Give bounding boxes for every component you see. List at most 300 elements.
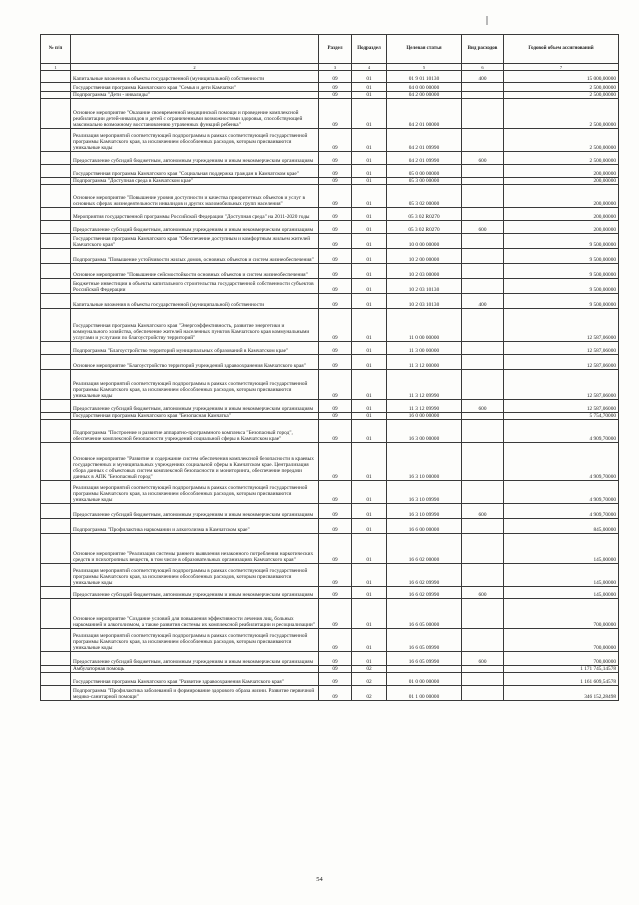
cell-name: Основное мероприятие "Благоустройство территорий учреждений здравоохранения Камчатского края" bbox=[71, 355, 319, 370]
cell-amount: 4 909,70000 bbox=[504, 481, 619, 504]
cell-vid-raskhodov bbox=[462, 420, 504, 443]
cell-name: Государственная программа Камчатского края "Развитие здравоохранения Камчатского края" bbox=[71, 673, 319, 686]
cell-vid-raskhodov: 600 bbox=[462, 652, 504, 666]
table-row bbox=[41, 686, 619, 701]
cell-amount: 200,00000 bbox=[504, 221, 619, 234]
cell-vid-raskhodov bbox=[462, 83, 504, 92]
cell-podrazdel: 01 bbox=[352, 342, 387, 355]
cell-razdel: 09 bbox=[319, 294, 352, 309]
cell-amount: 145,00000 bbox=[504, 564, 619, 587]
cell-num bbox=[41, 264, 71, 279]
cell-vid-raskhodov bbox=[462, 234, 504, 249]
cell-razdel: 09 bbox=[319, 342, 352, 355]
cell-podrazdel: 01 bbox=[352, 599, 387, 629]
cell-name: Предоставление субсидий бюджетным, автономным учреждениям и иным некоммерческим организациям bbox=[71, 652, 319, 666]
cell-name: Основное мероприятие "Создание условий для повышения эффективности лечения лиц, больных наркоманией и алкоголизмом, а также развития системы их комплексной реабилитации и ресоциализации" bbox=[71, 599, 319, 629]
cell-razdel: 09 bbox=[319, 534, 352, 564]
header-num: № п/п bbox=[41, 35, 71, 64]
cell-podrazdel: 01 bbox=[352, 294, 387, 309]
cell-vid-raskhodov: 400 bbox=[462, 71, 504, 83]
cell-name: Подпрограмма "Профилактика заболеваний и формирование здорового образа жизни. Развитие первичной медико-санитарной помощи" bbox=[71, 686, 319, 701]
cell-podrazdel: 01 bbox=[352, 99, 387, 129]
cell-podrazdel: 01 bbox=[352, 309, 387, 342]
cell-podrazdel: 01 bbox=[352, 370, 387, 400]
cell-razdel: 09 bbox=[319, 587, 352, 599]
cell-tselevaya-statya: 16 6 05 00000 bbox=[387, 599, 462, 629]
cell-podrazdel: 01 bbox=[352, 264, 387, 279]
column-number: 3 bbox=[319, 64, 352, 71]
cell-tselevaya-statya: 11 3 00 00000 bbox=[387, 342, 462, 355]
cell-num bbox=[41, 370, 71, 400]
cell-podrazdel: 01 bbox=[352, 443, 387, 481]
cell-amount: 2 500,00000 bbox=[504, 152, 619, 165]
cell-num bbox=[41, 185, 71, 208]
cell-name: Мероприятия государственной программы Российской Федерации "Доступная среда" на 2011-2020 годы bbox=[71, 208, 319, 221]
cell-tselevaya-statya: 10 2 03 10130 bbox=[387, 294, 462, 309]
table-row bbox=[41, 599, 619, 629]
cell-num bbox=[41, 355, 71, 370]
cell-razdel: 09 bbox=[319, 92, 352, 99]
cell-num bbox=[41, 208, 71, 221]
cell-amount: 5 754,70000 bbox=[504, 413, 619, 420]
table-header-row bbox=[41, 35, 619, 64]
cell-tselevaya-statya: 16 3 10 09990 bbox=[387, 481, 462, 504]
cell-podrazdel: 01 bbox=[352, 481, 387, 504]
cell-vid-raskhodov bbox=[462, 666, 504, 673]
cell-vid-raskhodov bbox=[462, 355, 504, 370]
table-row bbox=[41, 355, 619, 370]
column-number: 2 bbox=[71, 64, 319, 71]
cell-razdel: 09 bbox=[319, 178, 352, 185]
table-row bbox=[41, 185, 619, 208]
cell-tselevaya-statya: 04 2 01 09990 bbox=[387, 152, 462, 165]
cell-vid-raskhodov bbox=[462, 309, 504, 342]
cell-razdel: 09 bbox=[319, 481, 352, 504]
cell-razdel: 09 bbox=[319, 370, 352, 400]
table-row bbox=[41, 534, 619, 564]
cell-podrazdel: 01 bbox=[352, 534, 387, 564]
cell-podrazdel: 01 bbox=[352, 519, 387, 534]
cell-razdel: 09 bbox=[319, 673, 352, 686]
cell-tselevaya-statya: 05 3 02 R0270 bbox=[387, 221, 462, 234]
table-row bbox=[41, 666, 619, 673]
cell-amount: 12 587,06000 bbox=[504, 370, 619, 400]
cell-podrazdel: 01 bbox=[352, 165, 387, 178]
cell-name: Реализация мероприятий соответствующей подпрограммы в рамках соответствующей государственной программы Камчатского края, за исключением обособленных расходов, которым присваиваются уникальные коды bbox=[71, 370, 319, 400]
cell-podrazdel: 01 bbox=[352, 129, 387, 152]
table-row bbox=[41, 165, 619, 178]
cell-num bbox=[41, 652, 71, 666]
cell-razdel: 09 bbox=[319, 519, 352, 534]
cell-vid-raskhodov: 600 bbox=[462, 221, 504, 234]
cell-razdel: 09 bbox=[319, 686, 352, 701]
cell-podrazdel: 01 bbox=[352, 652, 387, 666]
cell-name: Основное мероприятие "Реализация системы раннего выявления незаконного потребления наркотических средств и психотропных веществ, в том числе в образовательных организациях Камчатского края" bbox=[71, 534, 319, 564]
column-number: 1 bbox=[41, 64, 71, 71]
cell-razdel: 09 bbox=[319, 264, 352, 279]
cell-tselevaya-statya: 05 3 02 R0270 bbox=[387, 208, 462, 221]
cell-name: Государственная программа Камчатского края "Семья и дети Камчатки" bbox=[71, 83, 319, 92]
cell-tselevaya-statya: 04 0 00 00000 bbox=[387, 83, 462, 92]
cell-amount: 145,00000 bbox=[504, 534, 619, 564]
cell-tselevaya-statya: 04 2 01 00000 bbox=[387, 99, 462, 129]
cell-vid-raskhodov bbox=[462, 443, 504, 481]
cell-tselevaya-statya: 01 0 00 00000 bbox=[387, 673, 462, 686]
cell-num bbox=[41, 165, 71, 178]
cell-podrazdel: 01 bbox=[352, 355, 387, 370]
cell-num bbox=[41, 92, 71, 99]
table-row bbox=[41, 443, 619, 481]
header-vid-raskhodov: Вид расходов bbox=[462, 35, 504, 64]
cell-name: Реализация мероприятий соответствующей подпрограммы в рамках соответствующей государственной программы Камчатского края, за исключением обособленных расходов, которым присваиваются уникальные коды bbox=[71, 629, 319, 652]
cell-tselevaya-statya: 10 2 03 10130 bbox=[387, 279, 462, 294]
cell-podrazdel: 01 bbox=[352, 420, 387, 443]
cell-amount: 2 500,00000 bbox=[504, 129, 619, 152]
column-number: 6 bbox=[462, 64, 504, 71]
cell-tselevaya-statya: 16 6 02 00000 bbox=[387, 534, 462, 564]
cell-vid-raskhodov bbox=[462, 264, 504, 279]
cell-podrazdel: 01 bbox=[352, 629, 387, 652]
cell-num bbox=[41, 666, 71, 673]
cell-podrazdel: 02 bbox=[352, 666, 387, 673]
cell-tselevaya-statya: 04 2 00 00000 bbox=[387, 92, 462, 99]
cell-podrazdel: 01 bbox=[352, 504, 387, 519]
page-number: 54 bbox=[316, 876, 323, 883]
cell-amount: 845,00000 bbox=[504, 519, 619, 534]
cell-name: Подпрограмма "Дети - инвалиды" bbox=[71, 92, 319, 99]
cell-vid-raskhodov: 400 bbox=[462, 294, 504, 309]
cell-razdel: 09 bbox=[319, 443, 352, 481]
scan-mark bbox=[486, 16, 488, 25]
column-number: 4 bbox=[352, 64, 387, 71]
table-row bbox=[41, 249, 619, 264]
cell-razdel: 09 bbox=[319, 234, 352, 249]
cell-name: Реализация мероприятий соответствующей подпрограммы в рамках соответствующей государственной программы Камчатского края, за исключением обособленных расходов, которым присваиваются уникальные коды bbox=[71, 564, 319, 587]
cell-num bbox=[41, 279, 71, 294]
cell-name: Подпрограмма "Построение и развитие аппаратно-программного комплекса "Безопасный город", обеспечение комплексной безопасности учреждений социальной сферы в Камчатском крае" bbox=[71, 420, 319, 443]
cell-name: Предоставление субсидий бюджетным, автономным учреждениям и иным некоммерческим организациям bbox=[71, 400, 319, 413]
cell-amount: 145,00000 bbox=[504, 587, 619, 599]
cell-tselevaya-statya: 16 6 02 09990 bbox=[387, 564, 462, 587]
cell-vid-raskhodov bbox=[462, 342, 504, 355]
cell-num bbox=[41, 443, 71, 481]
table-row bbox=[41, 309, 619, 342]
table-row bbox=[41, 71, 619, 83]
cell-podrazdel: 01 bbox=[352, 71, 387, 83]
cell-num bbox=[41, 673, 71, 686]
table-row bbox=[41, 652, 619, 666]
cell-amount: 12 587,06000 bbox=[504, 400, 619, 413]
cell-podrazdel: 01 bbox=[352, 279, 387, 294]
cell-amount: 346 152,28498 bbox=[504, 686, 619, 701]
cell-amount: 9 500,00000 bbox=[504, 279, 619, 294]
cell-vid-raskhodov bbox=[462, 165, 504, 178]
budget-table bbox=[40, 34, 619, 701]
cell-vid-raskhodov bbox=[462, 279, 504, 294]
cell-name: Капитальные вложения в объекты государственной (муниципальной) собственности bbox=[71, 294, 319, 309]
cell-name: Реализация мероприятий соответствующей подпрограммы в рамках соответствующей государственной программы Камчатского края, за исключением обособленных расходов, которым присваиваются уникальные коды bbox=[71, 129, 319, 152]
cell-vid-raskhodov: 600 bbox=[462, 152, 504, 165]
cell-vid-raskhodov bbox=[462, 519, 504, 534]
cell-amount: 9 500,00000 bbox=[504, 264, 619, 279]
table-row bbox=[41, 504, 619, 519]
cell-amount: 700,00000 bbox=[504, 629, 619, 652]
table-row bbox=[41, 99, 619, 129]
cell-vid-raskhodov bbox=[462, 178, 504, 185]
cell-vid-raskhodov bbox=[462, 481, 504, 504]
cell-num bbox=[41, 629, 71, 652]
cell-num bbox=[41, 504, 71, 519]
table-row bbox=[41, 279, 619, 294]
table-row bbox=[41, 629, 619, 652]
cell-podrazdel: 01 bbox=[352, 564, 387, 587]
cell-razdel: 09 bbox=[319, 279, 352, 294]
cell-tselevaya-statya: 16 6 05 09990 bbox=[387, 629, 462, 652]
cell-name: Подпрограмма "Доступная среда в Камчатском крае" bbox=[71, 178, 319, 185]
cell-num bbox=[41, 587, 71, 599]
cell-name: Бюджетные инвестиции в объекты капитального строительства государственной собственности субъектов Российской Федерации bbox=[71, 279, 319, 294]
cell-num bbox=[41, 599, 71, 629]
cell-tselevaya-statya: 11 3 12 00000 bbox=[387, 355, 462, 370]
cell-num bbox=[41, 221, 71, 234]
cell-razdel: 09 bbox=[319, 400, 352, 413]
cell-num bbox=[41, 400, 71, 413]
cell-num bbox=[41, 519, 71, 534]
cell-razdel: 09 bbox=[319, 152, 352, 165]
cell-num bbox=[41, 420, 71, 443]
column-number-row bbox=[41, 64, 619, 71]
table-row bbox=[41, 342, 619, 355]
cell-num bbox=[41, 99, 71, 129]
cell-name: Реализация мероприятий соответствующей подпрограммы в рамках соответствующей государственной программы Камчатского края, за исключением обособленных расходов, которым присваиваются уникальные коды bbox=[71, 481, 319, 504]
cell-amount: 4 909,70000 bbox=[504, 420, 619, 443]
cell-amount: 200,00000 bbox=[504, 165, 619, 178]
header-podrazdel: Подраздел bbox=[352, 35, 387, 64]
cell-razdel: 09 bbox=[319, 208, 352, 221]
cell-amount: 700,00000 bbox=[504, 652, 619, 666]
cell-razdel: 09 bbox=[319, 420, 352, 443]
cell-amount: 200,00000 bbox=[504, 185, 619, 208]
cell-razdel: 09 bbox=[319, 599, 352, 629]
cell-vid-raskhodov bbox=[462, 370, 504, 400]
table-body bbox=[41, 71, 619, 701]
cell-podrazdel: 01 bbox=[352, 400, 387, 413]
table-row bbox=[41, 178, 619, 185]
cell-podrazdel: 01 bbox=[352, 208, 387, 221]
cell-amount: 12 587,06000 bbox=[504, 342, 619, 355]
cell-num bbox=[41, 83, 71, 92]
table-row bbox=[41, 564, 619, 587]
cell-tselevaya-statya: 10 2 00 00000 bbox=[387, 249, 462, 264]
cell-tselevaya-statya: 16 3 10 09990 bbox=[387, 504, 462, 519]
table-row bbox=[41, 83, 619, 92]
cell-tselevaya-statya: 16 6 02 09990 bbox=[387, 587, 462, 599]
cell-tselevaya-statya: 10 0 00 00000 bbox=[387, 234, 462, 249]
cell-num bbox=[41, 152, 71, 165]
cell-vid-raskhodov bbox=[462, 208, 504, 221]
cell-vid-raskhodov bbox=[462, 564, 504, 587]
cell-name: Предоставление субсидий бюджетным, автономным учреждениям и иным некоммерческим организациям bbox=[71, 504, 319, 519]
cell-vid-raskhodov: 600 bbox=[462, 587, 504, 599]
cell-vid-raskhodov: 600 bbox=[462, 504, 504, 519]
cell-razdel: 09 bbox=[319, 629, 352, 652]
cell-tselevaya-statya: 16 3 00 00000 bbox=[387, 420, 462, 443]
cell-razdel: 09 bbox=[319, 666, 352, 673]
cell-razdel: 09 bbox=[319, 504, 352, 519]
cell-razdel: 09 bbox=[319, 129, 352, 152]
cell-podrazdel: 01 bbox=[352, 83, 387, 92]
cell-podrazdel: 01 bbox=[352, 249, 387, 264]
cell-tselevaya-statya: 11 3 12 09990 bbox=[387, 400, 462, 413]
cell-podrazdel: 01 bbox=[352, 152, 387, 165]
cell-amount: 9 500,00000 bbox=[504, 249, 619, 264]
cell-razdel: 09 bbox=[319, 355, 352, 370]
table-row bbox=[41, 400, 619, 413]
cell-razdel: 09 bbox=[319, 99, 352, 129]
cell-name: Подпрограмма "Благоустройство территорий муниципальных образований в Камчатском крае" bbox=[71, 342, 319, 355]
cell-num bbox=[41, 71, 71, 83]
header-amount: Годовой объем ассигнований bbox=[504, 35, 619, 64]
cell-num bbox=[41, 234, 71, 249]
cell-podrazdel: 01 bbox=[352, 178, 387, 185]
cell-tselevaya-statya: 01 1 00 00000 bbox=[387, 686, 462, 701]
cell-tselevaya-statya: 16 3 10 00000 bbox=[387, 443, 462, 481]
cell-vid-raskhodov bbox=[462, 99, 504, 129]
header-razdel: Раздел bbox=[319, 35, 352, 64]
cell-razdel: 09 bbox=[319, 564, 352, 587]
cell-vid-raskhodov: 600 bbox=[462, 400, 504, 413]
column-number: 7 bbox=[504, 64, 619, 71]
cell-amount: 9 500,00000 bbox=[504, 234, 619, 249]
cell-name: Предоставление субсидий бюджетным, автономным учреждениям и иным некоммерческим организациям bbox=[71, 221, 319, 234]
cell-name: Капитальные вложения в объекты государственной (муниципальной) собственности bbox=[71, 71, 319, 83]
cell-amount: 12 587,06000 bbox=[504, 355, 619, 370]
cell-name: Основное мероприятие "Повышение уровня доступности и качества приоритетных объектов и услуг в основных сферах жизнедеятельности инвалидов и других маломобильных групп населения" bbox=[71, 185, 319, 208]
cell-vid-raskhodov bbox=[462, 686, 504, 701]
cell-razdel: 09 bbox=[319, 221, 352, 234]
cell-amount: 9 500,00000 bbox=[504, 294, 619, 309]
table-row bbox=[41, 234, 619, 249]
cell-tselevaya-statya: 16 0 00 00000 bbox=[387, 413, 462, 420]
cell-razdel: 09 bbox=[319, 652, 352, 666]
cell-podrazdel: 01 bbox=[352, 221, 387, 234]
table-row bbox=[41, 481, 619, 504]
table-row bbox=[41, 221, 619, 234]
column-number: 5 bbox=[387, 64, 462, 71]
cell-vid-raskhodov bbox=[462, 629, 504, 652]
cell-vid-raskhodov bbox=[462, 129, 504, 152]
cell-tselevaya-statya bbox=[387, 666, 462, 673]
cell-amount: 700,00000 bbox=[504, 599, 619, 629]
cell-name: Подпрограмма "Профилактика наркомании и алкоголизма в Камчатском крае" bbox=[71, 519, 319, 534]
cell-razdel: 09 bbox=[319, 309, 352, 342]
cell-num bbox=[41, 178, 71, 185]
cell-podrazdel: 01 bbox=[352, 413, 387, 420]
cell-name: Предоставление субсидий бюджетным, автономным учреждениям и иным некоммерческим организациям bbox=[71, 152, 319, 165]
cell-podrazdel: 02 bbox=[352, 673, 387, 686]
header-name bbox=[71, 35, 319, 64]
cell-amount: 1 161 609,54578 bbox=[504, 673, 619, 686]
cell-podrazdel: 01 bbox=[352, 185, 387, 208]
cell-amount: 1 171 745,14578 bbox=[504, 666, 619, 673]
table-row bbox=[41, 264, 619, 279]
cell-vid-raskhodov bbox=[462, 249, 504, 264]
cell-name: Основное мероприятие "Оказание своевременной медицинской помощи и проведение комплексной реабилитации детей-инвалидов и детей с ограниченными возможностями здоровья, способствующей максимально возможному восстановлению утраченных функций ребенка" bbox=[71, 99, 319, 129]
cell-tselevaya-statya: 01 9 01 10130 bbox=[387, 71, 462, 83]
table-row bbox=[41, 673, 619, 686]
cell-amount: 15 000,00000 bbox=[504, 71, 619, 83]
cell-name: Подпрограмма "Повышение устойчивости жилых домов, основных объектов и систем жизнеобеспечения" bbox=[71, 249, 319, 264]
cell-tselevaya-statya: 05 3 02 00000 bbox=[387, 185, 462, 208]
table-row bbox=[41, 420, 619, 443]
cell-name: Государственная программа Камчатского края "Безопасная Камчатка" bbox=[71, 413, 319, 420]
table-row bbox=[41, 92, 619, 99]
cell-razdel: 09 bbox=[319, 249, 352, 264]
cell-num bbox=[41, 129, 71, 152]
cell-amount: 200,00000 bbox=[504, 178, 619, 185]
cell-razdel: 09 bbox=[319, 413, 352, 420]
cell-name: Основное мероприятие "Повышение сейсмостойкости основных объектов и систем жизнеобеспечения" bbox=[71, 264, 319, 279]
table-row bbox=[41, 370, 619, 400]
cell-vid-raskhodov bbox=[462, 599, 504, 629]
cell-tselevaya-statya: 10 2 03 00000 bbox=[387, 264, 462, 279]
cell-tselevaya-statya: 16 6 00 00000 bbox=[387, 519, 462, 534]
cell-tselevaya-statya: 16 6 05 09990 bbox=[387, 652, 462, 666]
cell-amount: 200,00000 bbox=[504, 208, 619, 221]
cell-num bbox=[41, 564, 71, 587]
cell-tselevaya-statya: 04 2 01 09990 bbox=[387, 129, 462, 152]
table-row bbox=[41, 152, 619, 165]
cell-vid-raskhodov bbox=[462, 413, 504, 420]
cell-num bbox=[41, 413, 71, 420]
cell-amount: 4 909,70000 bbox=[504, 504, 619, 519]
cell-name: Основное мероприятие "Развитие и содержание систем обеспечения комплексной безопасности в краевых государственных и муниципальных учреждениях социальной сферы в Камчатском крае. Централизация сбора данных с объектовых систем комплексной безопасности и мониторинга, обеспечение передачи данных в АПК "Безопасный город" bbox=[71, 443, 319, 481]
cell-amount: 4 909,70000 bbox=[504, 443, 619, 481]
cell-num bbox=[41, 534, 71, 564]
cell-num bbox=[41, 481, 71, 504]
table-row bbox=[41, 129, 619, 152]
cell-name: Амбулаторная помощь bbox=[71, 666, 319, 673]
table-row bbox=[41, 519, 619, 534]
table-row bbox=[41, 294, 619, 309]
table-row bbox=[41, 413, 619, 420]
cell-num bbox=[41, 294, 71, 309]
cell-podrazdel: 01 bbox=[352, 234, 387, 249]
header-tselevaya-statya: Целевая статья bbox=[387, 35, 462, 64]
cell-tselevaya-statya: 11 3 12 09990 bbox=[387, 370, 462, 400]
cell-razdel: 09 bbox=[319, 83, 352, 92]
cell-num bbox=[41, 342, 71, 355]
table-row bbox=[41, 587, 619, 599]
cell-amount: 2 500,00000 bbox=[504, 83, 619, 92]
cell-num bbox=[41, 309, 71, 342]
cell-razdel: 09 bbox=[319, 165, 352, 178]
cell-num bbox=[41, 249, 71, 264]
cell-vid-raskhodov bbox=[462, 673, 504, 686]
cell-num bbox=[41, 686, 71, 701]
cell-amount: 2 500,00000 bbox=[504, 99, 619, 129]
cell-name: Государственная программа Камчатского края "Обеспечение доступным и комфортным жильем жителей Камчатского края" bbox=[71, 234, 319, 249]
cell-tselevaya-statya: 11 0 00 00000 bbox=[387, 309, 462, 342]
cell-vid-raskhodov bbox=[462, 92, 504, 99]
cell-amount: 2 500,00000 bbox=[504, 92, 619, 99]
cell-name: Государственная программа Камчатского края "Социальная поддержка граждан в Камчатском крае" bbox=[71, 165, 319, 178]
cell-razdel: 09 bbox=[319, 71, 352, 83]
cell-podrazdel: 01 bbox=[352, 587, 387, 599]
cell-podrazdel: 02 bbox=[352, 686, 387, 701]
cell-tselevaya-statya: 05 0 00 00000 bbox=[387, 165, 462, 178]
cell-vid-raskhodov bbox=[462, 534, 504, 564]
